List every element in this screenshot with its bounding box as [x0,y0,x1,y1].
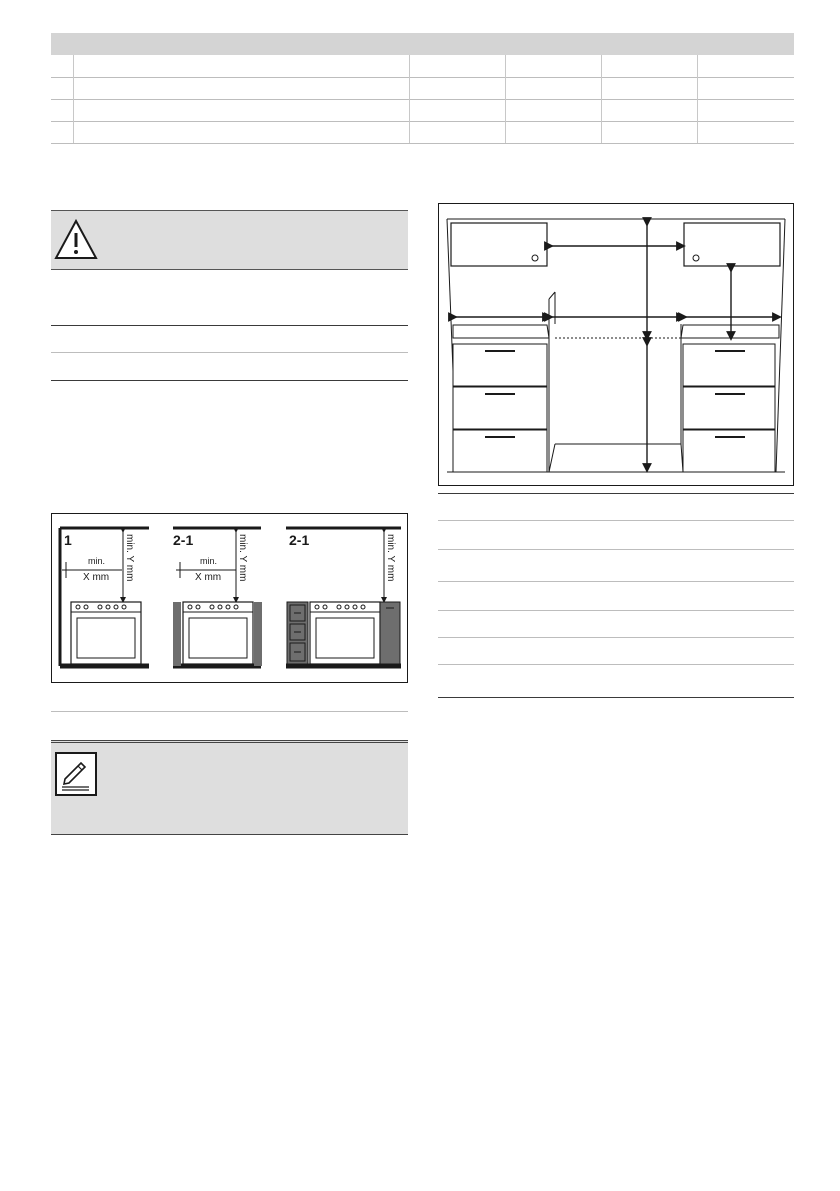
panel-label: 1 [64,532,72,548]
table-row [51,77,794,100]
diagram-panel-1 [60,528,149,666]
divider [438,664,794,665]
table-row [51,121,794,144]
kitchen-niche-figure [438,203,794,486]
dim-x-top-label: min. [88,556,106,566]
spec-table [51,33,794,144]
divider [51,711,408,712]
clearance-diagrams [52,514,407,682]
divider [438,549,794,550]
kitchen-niche-diagram [439,204,793,485]
dim-y-label: min. Y mm [237,534,248,582]
divider [51,380,408,381]
divider [438,581,794,582]
dim-y-label: min. Y mm [124,534,135,582]
divider [438,697,794,698]
table-row [51,99,794,122]
table-row [51,55,794,78]
dim-x-bottom-label: X mm [195,572,222,583]
dim-x-top-label: min. [200,556,218,566]
panel-label: 2-1 [173,532,194,548]
warning-box [51,210,408,270]
diagram-panel-2 [173,528,262,666]
diagram-panel-3 [286,528,401,666]
panel-label: 2-1 [289,532,310,548]
divider [438,610,794,611]
pencil-note-icon [55,752,97,796]
dim-y-label: min. Y mm [385,534,396,582]
divider [438,637,794,638]
divider [438,520,794,521]
installation-clearance-figure [51,513,408,683]
dim-x-bottom-label: X mm [83,572,110,583]
warning-triangle-icon [51,211,103,269]
divider [438,493,794,494]
divider [51,352,408,353]
table-header-row [51,33,794,55]
note-box [51,740,408,835]
divider [51,325,408,326]
